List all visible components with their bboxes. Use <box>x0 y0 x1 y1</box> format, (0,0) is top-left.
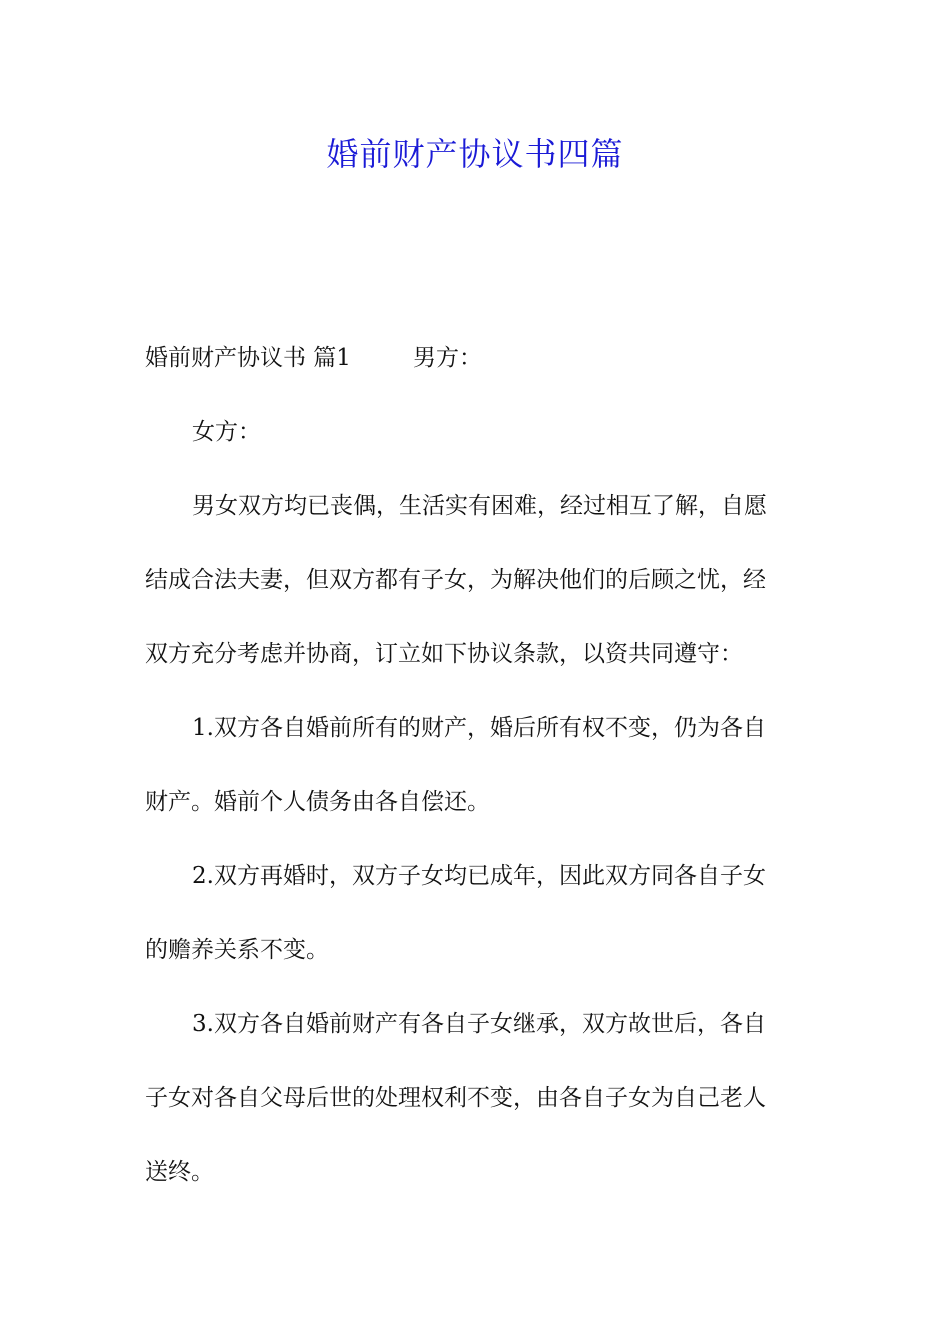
document-body <box>145 340 805 1191</box>
document-title: 婚前财产协议书四篇 <box>326 135 624 173</box>
paragraph-line: 财产。婚前个人债务由各自偿还。 <box>145 789 490 815</box>
male-party-label: 男方： <box>412 345 482 371</box>
paragraph-line: 双方充分考虑并协商，订立如下协议条款，以资共同遵守： <box>145 641 743 667</box>
paragraph-line: 1.双方各自婚前所有的财产，婚后所有权不变，仍为各自 <box>192 715 766 741</box>
paragraph-line: 送终。 <box>145 1159 214 1185</box>
female-party-label: 女方： <box>192 419 261 445</box>
paragraph-line: 3.双方各自婚前财产有各自子女继承，双方故世后，各自 <box>192 1011 766 1037</box>
paragraph-line: 子女对各自父母后世的处理权利不变，由各自子女为自己老人 <box>145 1085 766 1111</box>
paragraph-line: 结成合法夫妻，但双方都有子女，为解决他们的后顾之忧，经 <box>145 567 766 593</box>
paragraph-line: 的赡养关系不变。 <box>145 937 329 963</box>
paragraph-line: 男女双方均已丧偶，生活实有困难，经过相互了解，自愿 <box>192 493 767 519</box>
section-heading-line <box>145 340 805 377</box>
paragraph-line: 2.双方再婚时，双方子女均已成年，因此双方同各自子女 <box>192 863 766 889</box>
section-heading: 婚前财产协议书 篇1 <box>145 345 351 371</box>
